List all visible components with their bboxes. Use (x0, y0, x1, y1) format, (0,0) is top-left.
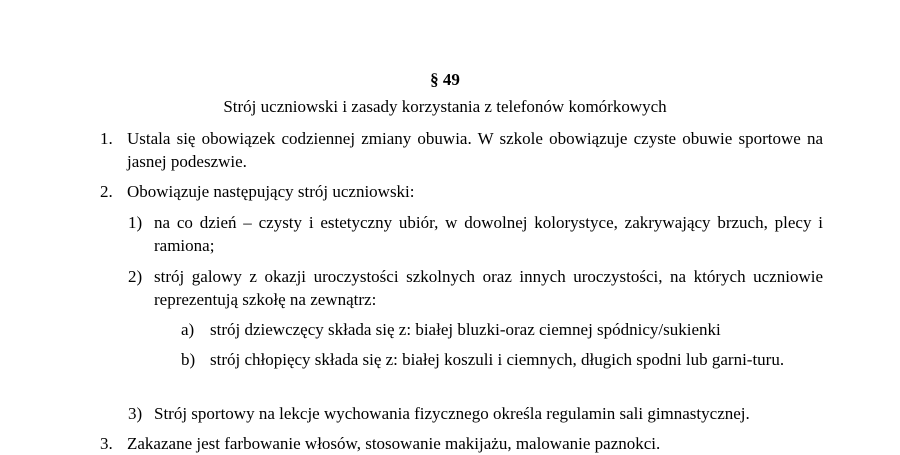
sublist-item-text: na co dzień – czysty i estetyczny ubiór, w dowolnej kolorystyce, zakrywający brzuch, plecy i ramiona; (154, 213, 823, 255)
nested-item-text: strój dziewczęcy składa się z: białej bluzki-oraz ciemnej spódnicy/sukienki (210, 320, 721, 339)
section-number: § 49 (430, 70, 460, 89)
list-item-marker: 1. (100, 129, 113, 148)
list-item-text: Zakazane jest farbowanie włosów, stosowanie makijażu, malowanie paznokci. (127, 434, 661, 453)
nested-item-marker: b) (181, 350, 196, 369)
list-item-text: Obowiązuje następujący strój uczniowski: (127, 182, 415, 201)
sublist-item-marker: 2) (128, 267, 143, 286)
list-item-marker: 3. (100, 434, 113, 453)
sublist-item-text: strój galowy z okazji uroczystości szkolnych oraz innych uroczystości, na których uczniowie reprezentują szkołę na zewnątrz: (154, 267, 823, 309)
nested-item-marker: a) (181, 320, 195, 339)
list-item-text: Ustala się obowiązek codziennej zmiany obuwia. W szkole obowiązuje czyste obuwie sportowe na jasnej podeszwie. (127, 129, 823, 171)
sublist-item-text: Strój sportowy na lekcje wychowania fizycznego określa regulamin sali gimnastycznej. (154, 404, 750, 423)
sublist-item-marker: 3) (128, 404, 143, 423)
sublist-item-marker: 1) (128, 213, 143, 232)
list-item-marker: 2. (100, 182, 113, 201)
section-title: Strój uczniowski i zasady korzystania z telefonów komórkowych (223, 97, 667, 116)
nested-item-text: strój chłopięcy składa się z: białej koszuli i ciemnych, długich spodni lub garni-turu. (210, 350, 785, 369)
